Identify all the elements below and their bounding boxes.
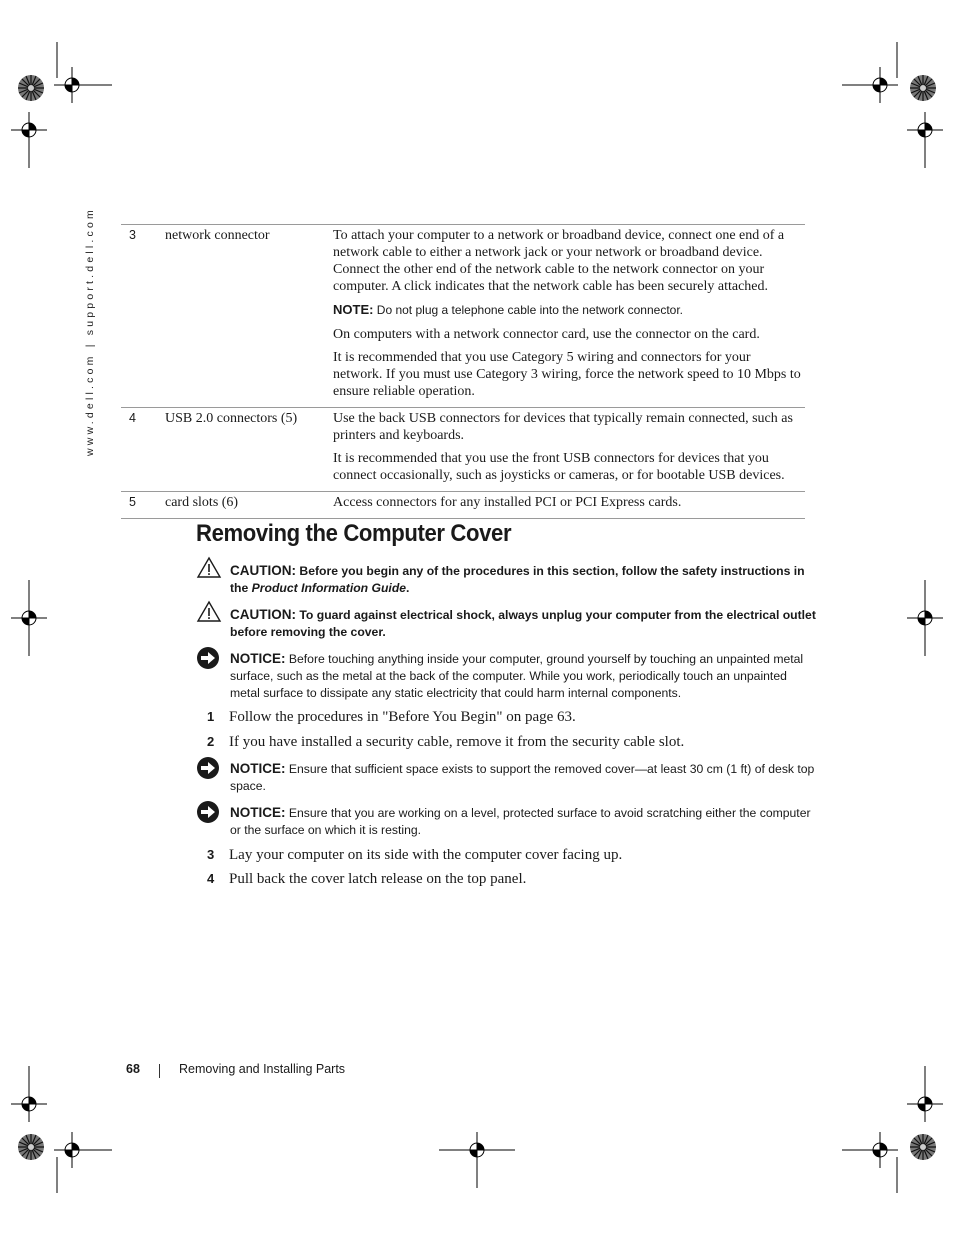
notice-text: Before touching anything inside your computer, ground yourself by touching an unpainted metal surface, such as the metal at the back of the computer. While you work, periodically touch an unpainted metal surface to dissipate any static electricity that could harm internal components. bbox=[230, 652, 804, 700]
step-number: 2 bbox=[207, 734, 215, 749]
caution-end: . bbox=[406, 581, 410, 595]
step-item bbox=[207, 846, 622, 864]
step-number: 4 bbox=[207, 871, 215, 886]
row-number: 5 bbox=[129, 495, 136, 509]
caution-label: CAUTION: bbox=[230, 607, 296, 622]
row-description bbox=[333, 492, 805, 519]
caution-text: Before you begin any of the procedures in this section, follow the safety instructions in the bbox=[230, 564, 805, 595]
table-row bbox=[121, 225, 805, 408]
caution-label: CAUTION: bbox=[230, 563, 296, 578]
step-item bbox=[207, 733, 684, 751]
notice-label: NOTICE: bbox=[230, 761, 286, 776]
description-paragraph: Access connectors for any installed PCI or PCI Express cards. bbox=[333, 495, 682, 510]
connector-spec-table bbox=[121, 224, 805, 519]
step-item bbox=[207, 708, 576, 726]
table-row bbox=[121, 408, 805, 492]
table-row bbox=[121, 492, 805, 519]
notice-callout bbox=[196, 646, 816, 702]
guide-title: Product Information Guide bbox=[251, 581, 407, 595]
step-text: Follow the procedures in "Before You Begin" on page 63. bbox=[229, 709, 576, 725]
step-number: 3 bbox=[207, 847, 215, 862]
description-paragraph: On computers with a network connector card, use the connector on the card. bbox=[333, 327, 760, 342]
section-title: Removing the Computer Cover bbox=[196, 520, 512, 547]
caution-triangle-icon bbox=[196, 556, 222, 580]
notice-callout bbox=[196, 800, 816, 839]
description-paragraph: It is recommended that you use Category 5 wiring and connectors for your network. If you must use Category 3 wiring, force the network speed to 10 Mbps to ensure reliable operation. bbox=[333, 350, 801, 399]
footer-section-name: Removing and Installing Parts bbox=[179, 1062, 346, 1076]
description-paragraph: To attach your computer to a network or broadband device, connect one end of a network cable to either a network jack or your network or broadband device. Connect the other end of the network cable to the network connector on your computer. A click indicates that the network cable has been securely attached. bbox=[333, 228, 785, 294]
row-description bbox=[333, 408, 805, 492]
step-item bbox=[207, 870, 526, 888]
notice-arrow-icon bbox=[196, 756, 222, 780]
table-note bbox=[333, 301, 801, 319]
notice-label: NOTICE: bbox=[230, 805, 286, 820]
notice-arrow-icon bbox=[196, 646, 222, 670]
notice-callout bbox=[196, 756, 816, 795]
sidebar-url: www.dell.com | support.dell.com bbox=[84, 207, 96, 456]
step-number: 1 bbox=[207, 709, 215, 724]
row-description bbox=[333, 225, 805, 408]
note-label: NOTE: bbox=[333, 302, 374, 317]
caution-callout bbox=[196, 556, 816, 597]
notice-label: NOTICE: bbox=[230, 651, 286, 666]
note-text: Do not plug a telephone cable into the network connector. bbox=[373, 303, 683, 317]
row-name: network connector bbox=[165, 228, 270, 243]
notice-text: Ensure that you are working on a level, protected surface to avoid scratching either the computer or the surface on which it is resting. bbox=[230, 806, 811, 837]
description-paragraph: It is recommended that you use the front USB connectors for devices that you connect occasionally, such as joysticks or cameras, or for bootable USB devices. bbox=[333, 451, 785, 483]
step-text: Pull back the cover latch release on the top panel. bbox=[229, 871, 527, 887]
row-number: 3 bbox=[129, 228, 136, 242]
caution-text: To guard against electrical shock, always unplug your computer from the electrical outlet before removing the cover. bbox=[230, 608, 816, 639]
step-text: Lay your computer on its side with the computer cover facing up. bbox=[229, 847, 623, 863]
notice-text: Ensure that sufficient space exists to support the removed cover—at least 30 cm (1 ft) of desk top space. bbox=[230, 762, 815, 793]
description-paragraph: Use the back USB connectors for devices that typically remain connected, such as printers and keyboards. bbox=[333, 411, 793, 443]
footer-divider bbox=[159, 1064, 160, 1078]
step-text: If you have installed a security cable, remove it from the security cable slot. bbox=[229, 734, 685, 750]
row-number: 4 bbox=[129, 411, 136, 425]
notice-arrow-icon bbox=[196, 800, 222, 824]
caution-callout bbox=[196, 600, 816, 641]
row-name: USB 2.0 connectors (5) bbox=[165, 411, 298, 426]
page-number: 68 bbox=[126, 1062, 140, 1076]
row-name: card slots (6) bbox=[165, 495, 239, 510]
caution-triangle-icon bbox=[196, 600, 222, 624]
